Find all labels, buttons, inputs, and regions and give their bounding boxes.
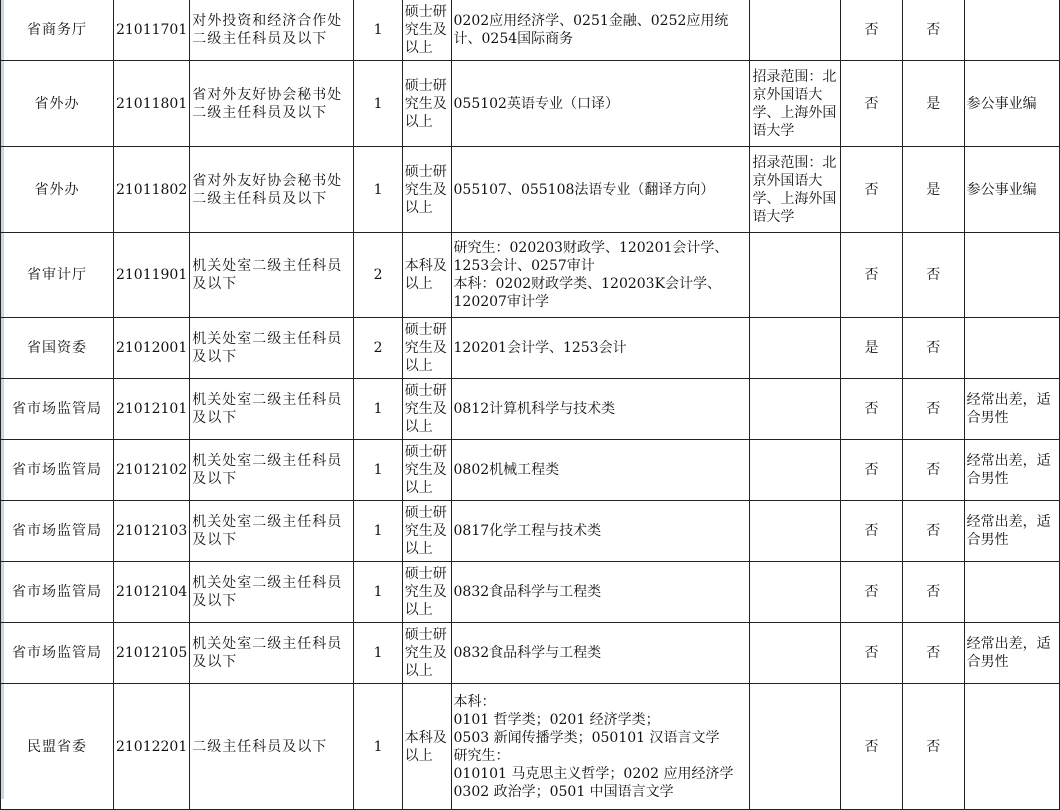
department-cell: 民盟省委 (1, 684, 114, 810)
education-cell: 本科及以上 (402, 684, 451, 810)
position-name-cell: 机关处室二级主任科员及以下 (190, 379, 354, 440)
other-requirements-cell (750, 684, 841, 810)
table-row (1, 61, 1060, 147)
condition-1-cell: 否 (841, 684, 903, 810)
department-cell: 省审计厅 (1, 233, 114, 318)
remark-cell (964, 684, 1059, 810)
position-code-cell: 21012105 (113, 623, 189, 684)
table-row (1, 623, 1060, 684)
major-cell: 0832食品科学与工程类 (451, 562, 750, 623)
headcount-cell: 1 (354, 440, 402, 501)
education-cell: 硕士研究生及以上 (402, 318, 451, 379)
education-cell: 本科及以上 (402, 233, 451, 318)
position-code-cell: 21011701 (113, 0, 189, 61)
position-name-cell: 对外投资和经济合作处二级主任科员及以下 (190, 0, 354, 61)
condition-1-cell: 是 (841, 318, 903, 379)
condition-2-cell: 否 (902, 379, 964, 440)
headcount-cell: 1 (354, 562, 402, 623)
department-cell: 省市场监管局 (1, 501, 114, 562)
education-cell: 硕士研究生及以上 (402, 61, 451, 147)
major-cell: 055102英语专业（口译） (451, 61, 750, 147)
remark-cell: 经常出差，适合男性 (964, 440, 1059, 501)
table-row (1, 379, 1060, 440)
table-row (1, 440, 1060, 501)
position-name-cell: 省对外友好协会秘书处二级主任科员及以下 (190, 61, 354, 147)
condition-1-cell: 否 (841, 0, 903, 61)
headcount-cell: 1 (354, 61, 402, 147)
headcount-cell: 1 (354, 147, 402, 233)
condition-2-cell: 否 (902, 440, 964, 501)
condition-1-cell: 否 (841, 440, 903, 501)
remark-cell: 参公事业编 (964, 147, 1059, 233)
condition-1-cell: 否 (841, 233, 903, 318)
headcount-cell: 1 (354, 501, 402, 562)
condition-2-cell: 是 (902, 61, 964, 147)
position-name-cell: 二级主任科员及以下 (190, 684, 354, 810)
table-row (1, 318, 1060, 379)
position-code-cell: 21012103 (113, 501, 189, 562)
position-name-cell: 省对外友好协会秘书处二级主任科员及以下 (190, 147, 354, 233)
position-code-cell: 21012101 (113, 379, 189, 440)
department-cell: 省市场监管局 (1, 440, 114, 501)
department-cell: 省商务厅 (1, 0, 114, 61)
condition-1-cell: 否 (841, 147, 903, 233)
position-code-cell: 21012104 (113, 562, 189, 623)
table-row (1, 0, 1060, 61)
major-cell: 055107、055108法语专业（翻译方向） (451, 147, 750, 233)
headcount-cell: 1 (354, 623, 402, 684)
position-code-cell: 21012201 (113, 684, 189, 810)
major-cell: 本科： 0101 哲学类；0201 经济学类； 0503 新闻传播学类；050101 汉语言文学 研究生： 010101 马克思主义哲学；0202 应用经济学 0302 政治学；0501 中国语言文学 (451, 684, 750, 810)
table-row (1, 233, 1060, 318)
position-name-cell: 机关处室二级主任科员及以下 (190, 501, 354, 562)
major-cell: 0802机械工程类 (451, 440, 750, 501)
education-cell: 硕士研究生及以上 (402, 440, 451, 501)
other-requirements-cell (750, 0, 841, 61)
condition-1-cell: 否 (841, 623, 903, 684)
remark-cell (964, 0, 1059, 61)
remark-cell: 经常出差，适合男性 (964, 379, 1059, 440)
headcount-cell: 1 (354, 379, 402, 440)
other-requirements-cell (750, 440, 841, 501)
condition-1-cell: 否 (841, 562, 903, 623)
education-cell: 硕士研究生及以上 (402, 562, 451, 623)
table-row (1, 147, 1060, 233)
major-cell: 0832食品科学与工程类 (451, 623, 750, 684)
headcount-cell: 1 (354, 684, 402, 810)
condition-2-cell: 是 (902, 147, 964, 233)
position-name-cell: 机关处室二级主任科员及以下 (190, 440, 354, 501)
education-cell: 硕士研究生及以上 (402, 501, 451, 562)
table-row (1, 501, 1060, 562)
table-row (1, 684, 1060, 810)
position-name-cell: 机关处室二级主任科员及以下 (190, 623, 354, 684)
other-requirements-cell: 招录范围：北京外国语大学、上海外国语大学 (750, 61, 841, 147)
major-cell: 0202应用经济学、0251金融、0252应用统计、0254国际商务 (451, 0, 750, 61)
other-requirements-cell (750, 318, 841, 379)
other-requirements-cell (750, 233, 841, 318)
condition-1-cell: 否 (841, 501, 903, 562)
other-requirements-cell (750, 623, 841, 684)
headcount-cell: 2 (354, 233, 402, 318)
condition-2-cell: 否 (902, 684, 964, 810)
position-code-cell: 21011801 (113, 61, 189, 147)
remark-cell (964, 562, 1059, 623)
position-code-cell: 21011901 (113, 233, 189, 318)
table-row (1, 562, 1060, 623)
remark-cell: 经常出差，适合男性 (964, 501, 1059, 562)
headcount-cell: 1 (354, 0, 402, 61)
condition-2-cell: 否 (902, 501, 964, 562)
major-cell: 研究生：020203财政学、120201会计学、1253会计、0257审计 本科：0202财政学类、120203K会计学、120207审计学 (451, 233, 750, 318)
position-code-cell: 21011802 (113, 147, 189, 233)
remark-cell: 参公事业编 (964, 61, 1059, 147)
education-cell: 硕士研究生及以上 (402, 0, 451, 61)
remark-cell: 经常出差，适合男性 (964, 623, 1059, 684)
major-cell: 120201会计学、1253会计 (451, 318, 750, 379)
department-cell: 省外办 (1, 61, 114, 147)
other-requirements-cell (750, 562, 841, 623)
other-requirements-cell (750, 501, 841, 562)
other-requirements-cell: 招录范围：北京外国语大学、上海外国语大学 (750, 147, 841, 233)
position-name-cell: 机关处室二级主任科员及以下 (190, 233, 354, 318)
remark-cell (964, 318, 1059, 379)
condition-2-cell: 否 (902, 233, 964, 318)
department-cell: 省市场监管局 (1, 623, 114, 684)
position-name-cell: 机关处室二级主任科员及以下 (190, 562, 354, 623)
department-cell: 省市场监管局 (1, 379, 114, 440)
education-cell: 硕士研究生及以上 (402, 147, 451, 233)
other-requirements-cell (750, 379, 841, 440)
department-cell: 省国资委 (1, 318, 114, 379)
condition-1-cell: 否 (841, 61, 903, 147)
headcount-cell: 2 (354, 318, 402, 379)
condition-2-cell: 否 (902, 562, 964, 623)
education-cell: 硕士研究生及以上 (402, 379, 451, 440)
condition-2-cell: 否 (902, 623, 964, 684)
position-code-cell: 21012102 (113, 440, 189, 501)
condition-1-cell: 否 (841, 379, 903, 440)
department-cell: 省外办 (1, 147, 114, 233)
department-cell: 省市场监管局 (1, 562, 114, 623)
condition-2-cell: 否 (902, 0, 964, 61)
remark-cell (964, 233, 1059, 318)
major-cell: 0817化学工程与技术类 (451, 501, 750, 562)
condition-2-cell: 否 (902, 318, 964, 379)
position-name-cell: 机关处室二级主任科员及以下 (190, 318, 354, 379)
major-cell: 0812计算机科学与技术类 (451, 379, 750, 440)
education-cell: 硕士研究生及以上 (402, 623, 451, 684)
position-code-cell: 21012001 (113, 318, 189, 379)
